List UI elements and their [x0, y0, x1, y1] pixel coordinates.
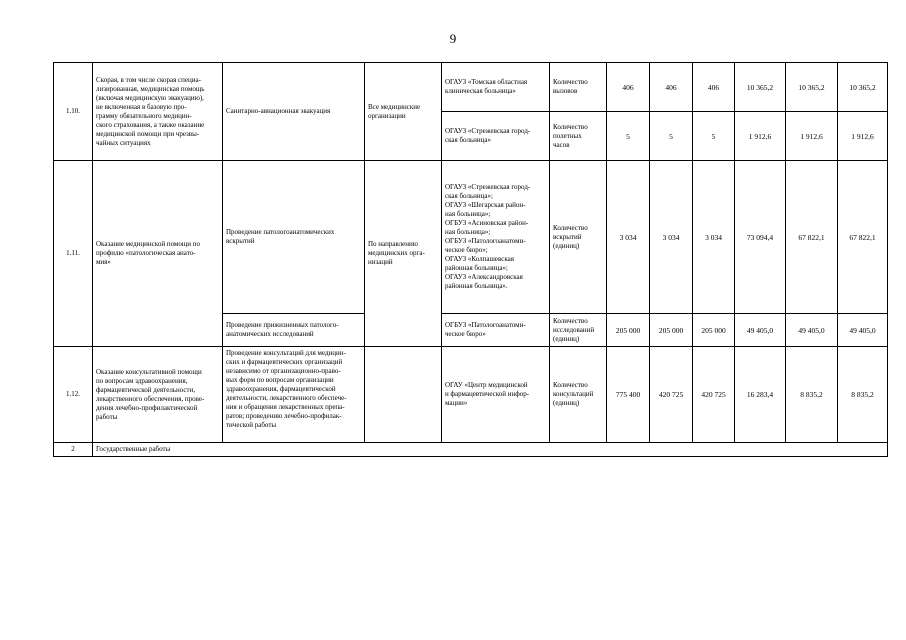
- service-name: Оказание медицинской помощи по профилю «патологическая анато- мия»: [93, 161, 223, 347]
- work-name: Проведение консультаций для медицин- ских и фармацевтических организаций независимо от организационно-право- вых форм по вопросам организации здравоохранения, фармацевтической деятельности, лекарственного обеспече- ния и обращения лекарственных препа- ратов; проведению лечебно-профилак- тической работы: [223, 347, 365, 443]
- funding-value: 8 835,2: [838, 347, 888, 443]
- consumer-category: [365, 347, 442, 443]
- volume-value: 775 400: [607, 347, 650, 443]
- service-name: Оказание консультативной помощи по вопросам здравоохранения, фармацевтической деятельности, лекарственного обеспечения, прове- дения лечебно-профилактической работы: [93, 347, 223, 443]
- funding-value: 49 405,0: [735, 314, 786, 347]
- consumer-category: Все медицинские организации: [365, 63, 442, 161]
- work-name: Проведение патологоанатомических вскрытий: [223, 161, 365, 314]
- table-row: [54, 63, 888, 112]
- volume-value: 5: [693, 112, 735, 161]
- section-title: Государственные работы: [93, 443, 888, 457]
- funding-value: 1 912,6: [838, 112, 888, 161]
- organization: ОГАУЗ «Стрежевская город- ская больница»; ОГАУЗ «Шегарская район- ная больница»; ОГБУЗ «Асиновская район- ная больница»; ОГБУЗ «Патологоанатоми- ческое бюро»; ОГАУЗ «Колпашевская районная больница»; ОГАУЗ «Александровская районная больница».: [442, 161, 550, 314]
- volume-value: 205 000: [607, 314, 650, 347]
- unit: Количество исследований (единиц): [550, 314, 607, 347]
- funding-value: 10 365,2: [735, 63, 786, 112]
- volume-value: 3 034: [693, 161, 735, 314]
- services-table: [53, 62, 888, 457]
- funding-value: 1 912,6: [786, 112, 838, 161]
- volume-value: 3 034: [607, 161, 650, 314]
- volume-value: 205 000: [650, 314, 693, 347]
- organization: ОГАУ «Центр медицинской и фармацевтической инфор- мации»: [442, 347, 550, 443]
- funding-value: 49 405,0: [786, 314, 838, 347]
- row-number: 1.12.: [54, 347, 93, 443]
- volume-value: 5: [607, 112, 650, 161]
- consumer-category: По направлению медицинских орга- низаций: [365, 161, 442, 347]
- unit: Количество консультаций (единиц): [550, 347, 607, 443]
- volume-value: 420 725: [650, 347, 693, 443]
- work-name: Санитарно-авиационная эвакуация: [223, 63, 365, 161]
- row-number: 1.10.: [54, 63, 93, 161]
- funding-value: 73 094,4: [735, 161, 786, 314]
- funding-value: 1 912,6: [735, 112, 786, 161]
- table-row: [54, 443, 888, 457]
- unit: Количество полетных часов: [550, 112, 607, 161]
- unit: Количество вызовов: [550, 63, 607, 112]
- funding-value: 8 835,2: [786, 347, 838, 443]
- section-number: 2: [54, 443, 93, 457]
- row-number: 1.11.: [54, 161, 93, 347]
- volume-value: 406: [607, 63, 650, 112]
- volume-value: 205 000: [693, 314, 735, 347]
- work-name: Проведение прижизненных патолого- анатомических исследований: [223, 314, 365, 347]
- service-name: Скорая, в том числе скорая специа- лизированная, медицинская помощь (включая медицинскую эвакуацию), не включенная в базовую про- грамму обязательного медицин- ского страхования, а также оказание медицинской помощи при чрезвы- чайных ситуациях: [93, 63, 223, 161]
- funding-value: 67 822,1: [838, 161, 888, 314]
- volume-value: 5: [650, 112, 693, 161]
- organization: ОГБУЗ «Патологоанатоми- ческое бюро»: [442, 314, 550, 347]
- funding-value: 67 822,1: [786, 161, 838, 314]
- table-row: [54, 347, 888, 443]
- funding-value: 10 365,2: [838, 63, 888, 112]
- volume-value: 406: [693, 63, 735, 112]
- organization: ОГАУЗ «Стрежевская город- ская больница»: [442, 112, 550, 161]
- volume-value: 420 725: [693, 347, 735, 443]
- table-row: [54, 161, 888, 314]
- funding-value: 16 283,4: [735, 347, 786, 443]
- organization: ОГАУЗ «Томская областная клиническая больница»: [442, 63, 550, 112]
- page-number: 9: [449, 31, 457, 46]
- volume-value: 406: [650, 63, 693, 112]
- volume-value: 3 034: [650, 161, 693, 314]
- unit: Количество вскрытий (единиц): [550, 161, 607, 314]
- funding-value: 10 365,2: [786, 63, 838, 112]
- funding-value: 49 405,0: [838, 314, 888, 347]
